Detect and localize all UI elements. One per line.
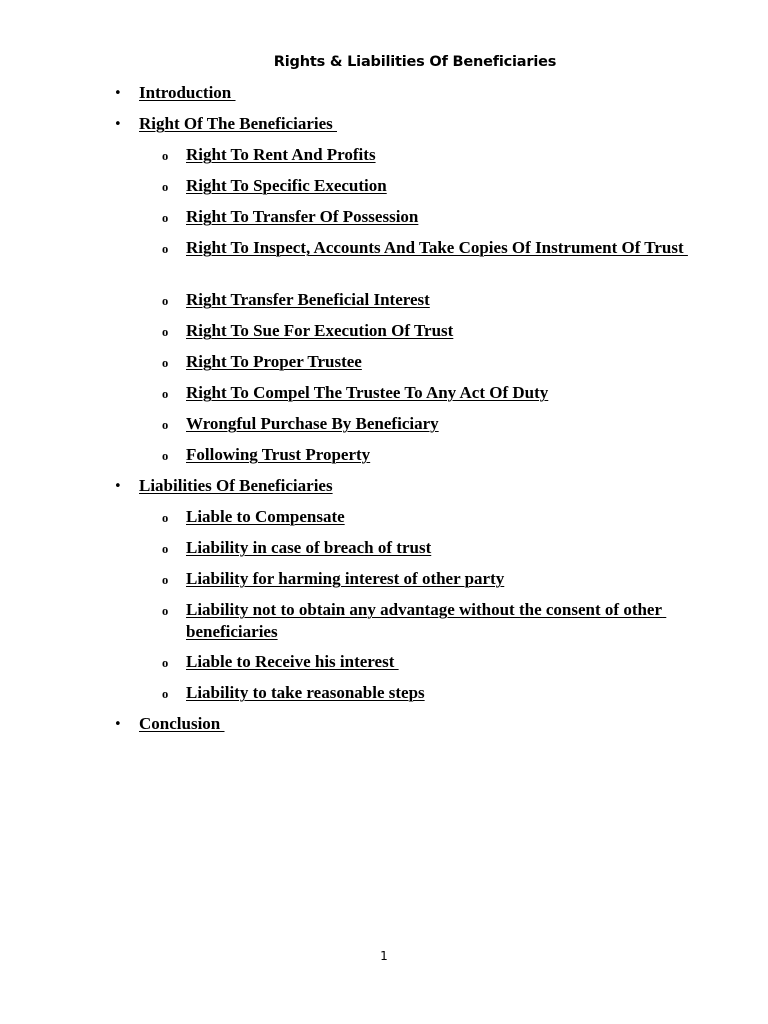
sub-item xyxy=(0,351,768,382)
circle-bullet-icon: o xyxy=(162,687,169,701)
sub-item-label: Liability not to obtain any advantage without the consent of other beneficiaries xyxy=(186,600,667,641)
sub-item-label: Liable to Receive his interest xyxy=(186,652,399,671)
sub-item-label: Liability in case of breach of trust xyxy=(186,538,432,557)
sub-item-label: Right To Compel The Trustee To Any Act Of Duty xyxy=(186,383,549,402)
outline-item-label: Conclusion xyxy=(139,714,225,733)
circle-bullet-icon: o xyxy=(162,180,169,194)
outline-list xyxy=(0,82,768,744)
sub-item-label: Right To Proper Trustee xyxy=(186,352,362,371)
outline-item-rights xyxy=(0,113,768,144)
sub-item-label: Right To Rent And Profits xyxy=(186,145,376,164)
bullet-icon: • xyxy=(114,479,122,494)
page-title: Rights & Liabilities Of Beneficiaries xyxy=(273,54,557,70)
sub-item-label: Following Trust Property xyxy=(186,445,371,464)
sub-item xyxy=(0,651,768,682)
sub-item xyxy=(0,144,768,175)
sub-item-label: Wrongful Purchase By Beneficiary xyxy=(186,414,439,433)
sub-item-label: Right Transfer Beneficial Interest xyxy=(186,290,430,309)
circle-bullet-icon: o xyxy=(162,294,169,308)
sub-item xyxy=(0,175,768,206)
sub-item xyxy=(0,599,768,651)
bullet-icon: • xyxy=(114,717,122,732)
outline-item-label: Right Of The Beneficiaries xyxy=(139,114,337,133)
sub-item xyxy=(0,237,768,289)
outline-item-conclusion xyxy=(0,713,768,744)
sub-item-label: Right To Specific Execution xyxy=(186,176,387,195)
circle-bullet-icon: o xyxy=(162,325,169,339)
page-number: 1 xyxy=(380,949,388,963)
circle-bullet-icon: o xyxy=(162,573,169,587)
circle-bullet-icon: o xyxy=(162,211,169,225)
sub-item-label: Liability to take reasonable steps xyxy=(186,683,425,702)
bullet-icon: • xyxy=(114,86,122,101)
sub-item xyxy=(0,506,768,537)
sub-item-label: Liable to Compensate xyxy=(186,507,345,526)
circle-bullet-icon: o xyxy=(162,387,169,401)
circle-bullet-icon: o xyxy=(162,356,169,370)
circle-bullet-icon: o xyxy=(162,418,169,432)
sub-item-label: Right To Inspect, Accounts And Take Copies Of Instrument Of Trust xyxy=(186,238,688,257)
outline-item-label: Liabilities Of Beneficiaries xyxy=(139,476,333,495)
circle-bullet-icon: o xyxy=(162,449,169,463)
outline-item-liabilities xyxy=(0,475,768,506)
circle-bullet-icon: o xyxy=(162,511,169,525)
sub-item xyxy=(0,382,768,413)
sub-item xyxy=(0,206,768,237)
circle-bullet-icon: o xyxy=(162,656,169,670)
sub-item xyxy=(0,537,768,568)
circle-bullet-icon: o xyxy=(162,242,169,256)
sub-item xyxy=(0,320,768,351)
sub-item-label: Right To Sue For Execution Of Trust xyxy=(186,321,454,340)
circle-bullet-icon: o xyxy=(162,604,169,618)
circle-bullet-icon: o xyxy=(162,542,169,556)
outline-item-introduction xyxy=(0,82,768,113)
sub-item xyxy=(0,444,768,475)
sub-item xyxy=(0,568,768,599)
sub-item-label: Liability for harming interest of other party xyxy=(186,569,505,588)
sub-item xyxy=(0,289,768,320)
outline-item-label: Introduction xyxy=(139,83,236,102)
circle-bullet-icon: o xyxy=(162,149,169,163)
sub-item xyxy=(0,413,768,444)
sub-item-label: Right To Transfer Of Possession xyxy=(186,207,419,226)
bullet-icon: • xyxy=(114,117,122,132)
sub-item xyxy=(0,682,768,713)
